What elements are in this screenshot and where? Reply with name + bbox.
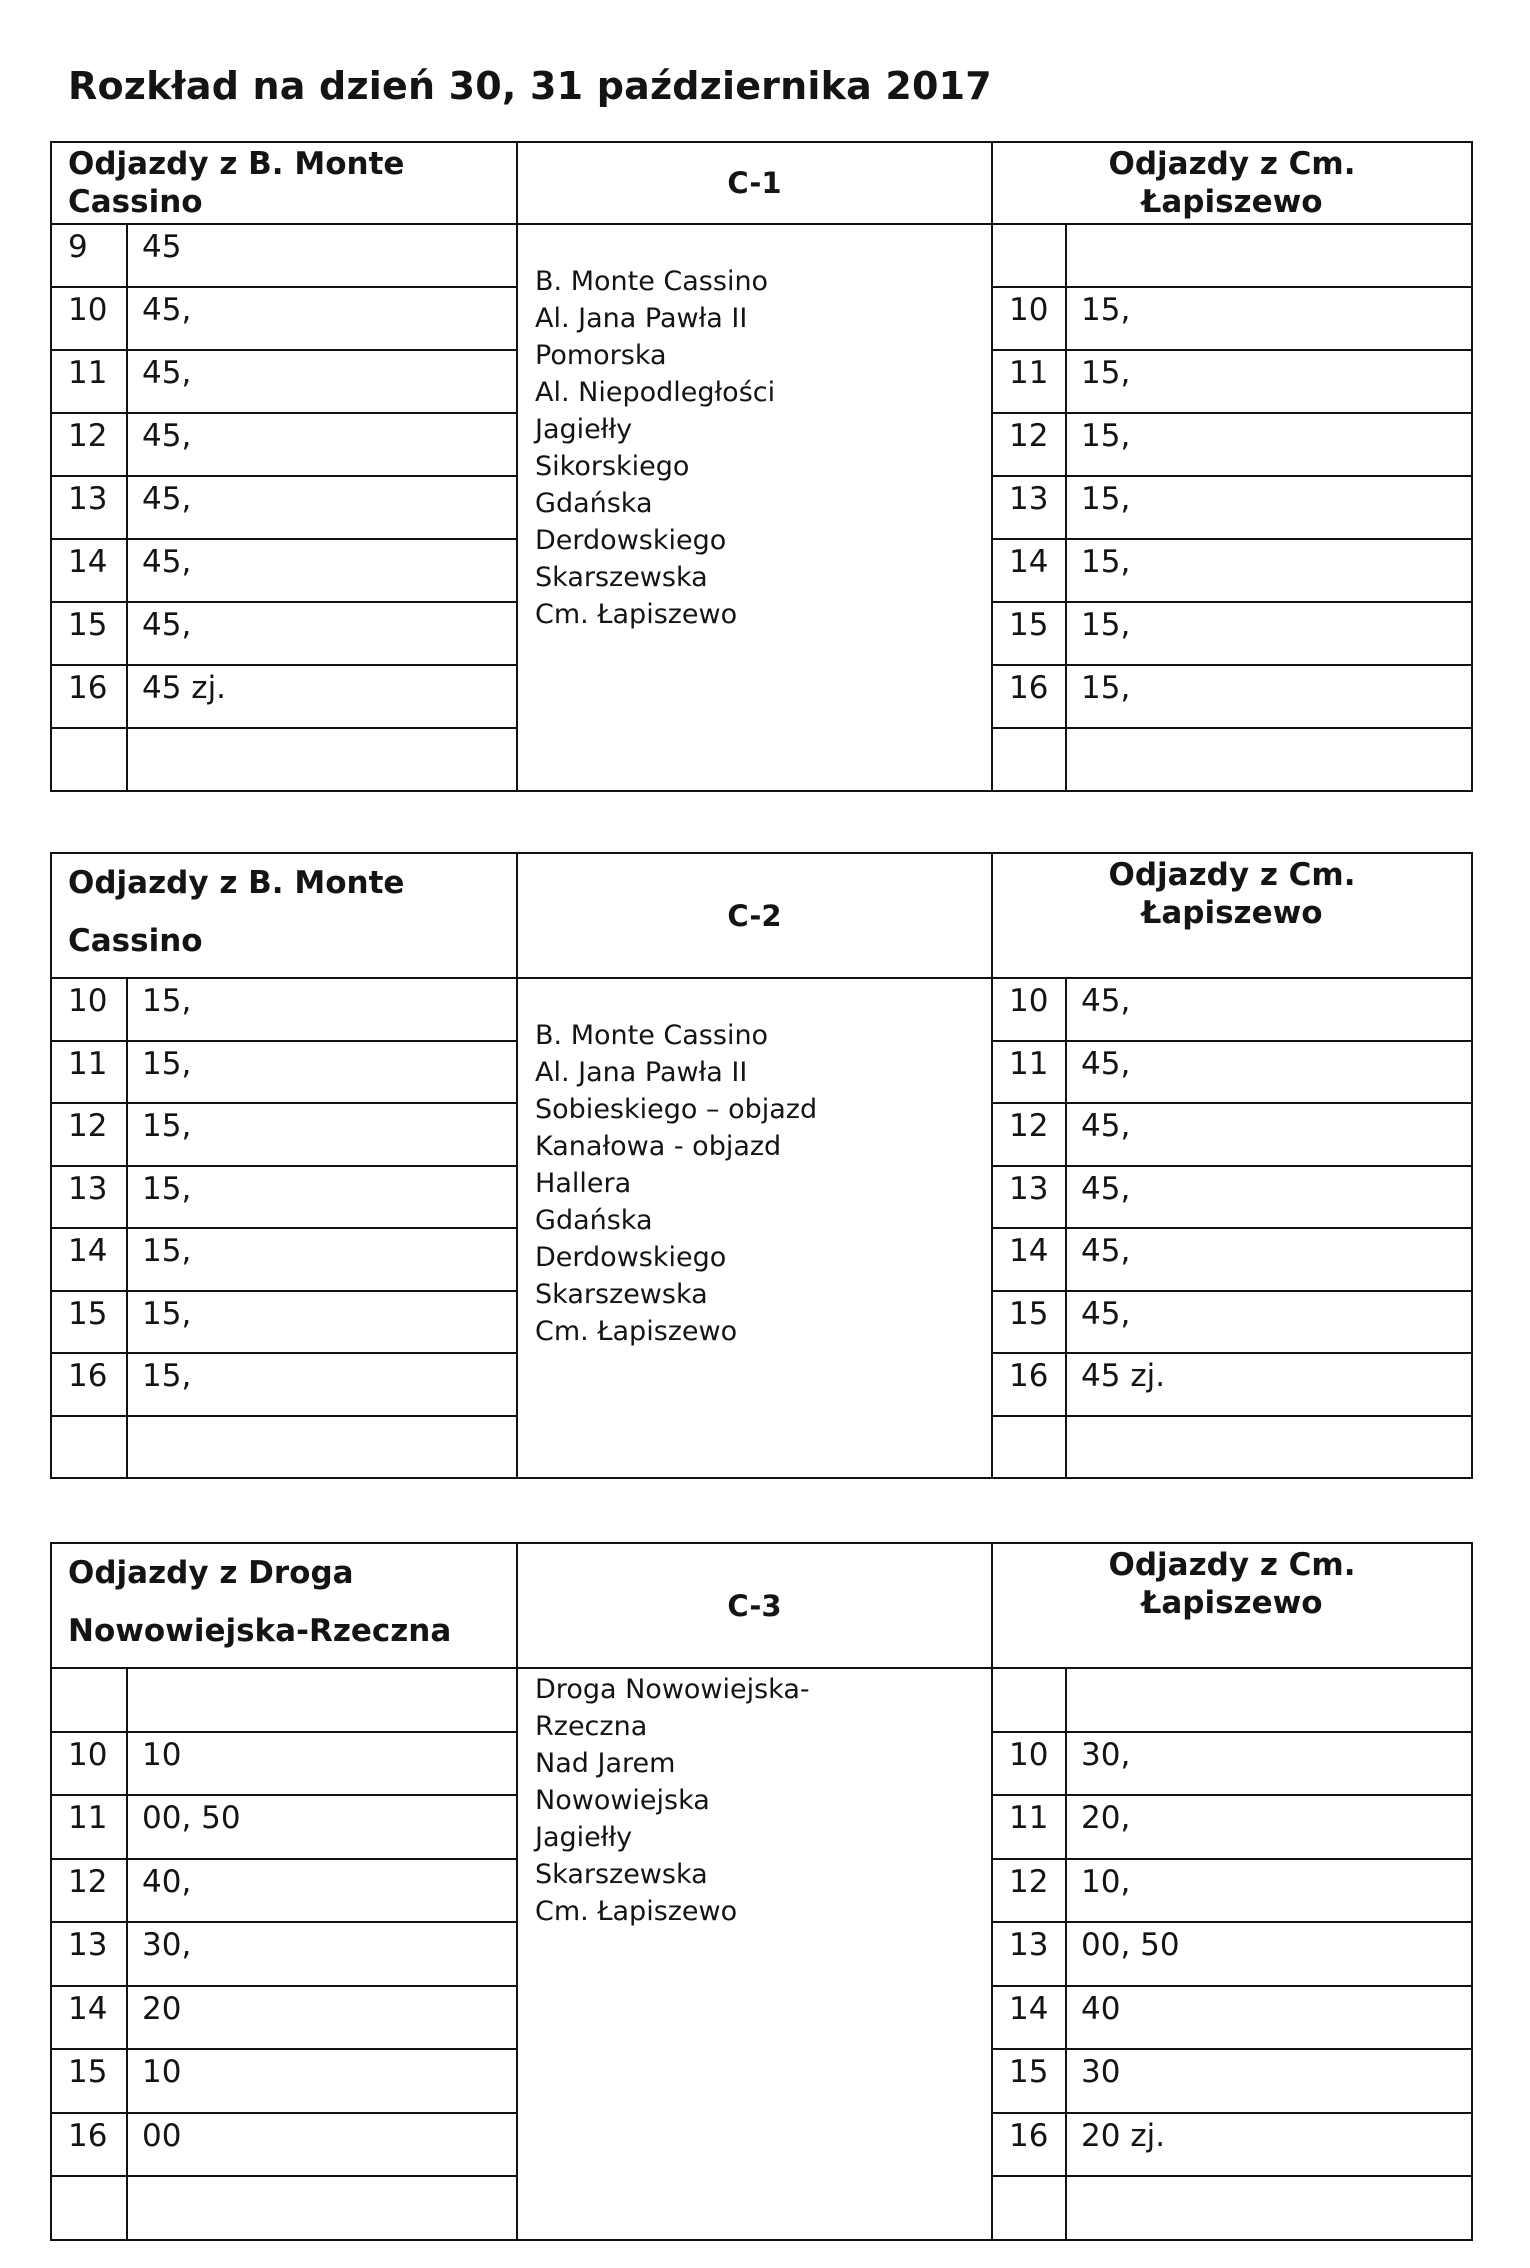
minutes-cell — [1066, 2176, 1472, 2240]
hour-cell: 10 — [992, 287, 1066, 350]
hour-cell — [992, 1668, 1066, 1732]
header-line: Odjazdy z Cm. — [1108, 1547, 1356, 1583]
minutes-cell: 30, — [1066, 1732, 1472, 1796]
minutes-cell: 45, — [1066, 1166, 1472, 1229]
hour-cell: 12 — [51, 1859, 127, 1923]
header-line: Nowowiejska-Rzeczna — [68, 1613, 452, 1649]
header-line: Odjazdy z B. Monte — [68, 146, 405, 182]
minutes-cell: 45 zj. — [127, 665, 517, 728]
minutes-cell: 40 — [1066, 1986, 1472, 2050]
stop: Cm. Łapiszewo — [535, 1316, 738, 1347]
hour-cell: 13 — [992, 1166, 1066, 1229]
minutes-cell — [1066, 1416, 1472, 1479]
header-line: Łapiszewo — [1141, 184, 1323, 220]
stop: Cm. Łapiszewo — [535, 599, 738, 630]
minutes-cell: 00, 50 — [1066, 1922, 1472, 1986]
stop: Skarszewska — [535, 562, 708, 593]
hour-cell: 12 — [51, 1103, 127, 1166]
hour-cell: 13 — [51, 1166, 127, 1229]
hour-cell: 14 — [992, 1228, 1066, 1291]
minutes-cell: 00 — [127, 2113, 517, 2177]
minutes-cell: 15, — [1066, 539, 1472, 602]
hour-cell: 10 — [51, 1732, 127, 1796]
hour-cell: 12 — [51, 413, 127, 476]
stop: Jagiełły — [535, 414, 633, 445]
header-line: Odjazdy z Cm. — [1108, 146, 1356, 182]
minutes-cell: 10 — [127, 1732, 517, 1796]
hour-cell: 15 — [992, 1291, 1066, 1354]
minutes-cell — [127, 1668, 517, 1732]
minutes-cell: 15, — [1066, 665, 1472, 728]
hour-cell: 11 — [51, 350, 127, 413]
hour-cell: 13 — [992, 476, 1066, 539]
hour-cell: 16 — [992, 2113, 1066, 2177]
hour-cell — [992, 1416, 1066, 1479]
line-number-header: C-1 — [517, 142, 992, 224]
minutes-cell: 10 — [127, 2049, 517, 2113]
minutes-cell: 45, — [1066, 1103, 1472, 1166]
hour-cell: 12 — [992, 1103, 1066, 1166]
header-line: Odjazdy z Droga — [68, 1555, 354, 1591]
hour-cell: 13 — [992, 1922, 1066, 1986]
stop: Jagiełły — [535, 1822, 633, 1853]
hour-cell: 13 — [51, 1922, 127, 1986]
minutes-cell — [1066, 1668, 1472, 1732]
timetable-c1 — [50, 141, 1473, 792]
stop: Sikorskiego — [535, 451, 690, 482]
stop: Gdańska — [535, 488, 653, 519]
minutes-cell: 45, — [1066, 1291, 1472, 1354]
minutes-cell: 15, — [1066, 476, 1472, 539]
stop: Droga Nowowiejska- — [535, 1674, 810, 1705]
hour-cell: 14 — [992, 539, 1066, 602]
route-stops — [517, 224, 992, 791]
hour-cell: 10 — [992, 978, 1066, 1041]
hour-cell: 12 — [992, 413, 1066, 476]
stop: B. Monte Cassino — [535, 266, 769, 297]
stop: Hallera — [535, 1168, 632, 1199]
hour-cell: 10 — [992, 1732, 1066, 1796]
stop: Nowowiejska — [535, 1785, 710, 1816]
header-line: Cassino — [68, 923, 203, 959]
hour-cell: 12 — [992, 1859, 1066, 1923]
departures-from-header-right — [992, 1543, 1472, 1668]
stop: Derdowskiego — [535, 1242, 727, 1273]
hour-cell: 11 — [992, 1795, 1066, 1859]
minutes-cell: 15, — [1066, 287, 1472, 350]
minutes-cell: 15, — [127, 1228, 517, 1291]
minutes-cell: 15, — [1066, 350, 1472, 413]
minutes-cell: 15, — [127, 1166, 517, 1229]
hour-cell: 14 — [51, 1986, 127, 2050]
stop: Derdowskiego — [535, 525, 727, 556]
minutes-cell: 20 zj. — [1066, 2113, 1472, 2177]
minutes-cell: 20, — [1066, 1795, 1472, 1859]
hour-cell: 16 — [992, 665, 1066, 728]
stop: Gdańska — [535, 1205, 653, 1236]
minutes-cell: 45 zj. — [1066, 1353, 1472, 1416]
header-line: Cassino — [68, 184, 203, 220]
minutes-cell: 45, — [127, 602, 517, 665]
minutes-cell: 45, — [127, 539, 517, 602]
minutes-cell: 30 — [1066, 2049, 1472, 2113]
minutes-cell — [1066, 224, 1472, 287]
hour-cell — [992, 2176, 1066, 2240]
hour-cell: 15 — [992, 602, 1066, 665]
hour-cell: 11 — [992, 1041, 1066, 1104]
timetable-c2 — [50, 852, 1473, 1479]
minutes-cell: 45, — [1066, 1228, 1472, 1291]
stop: Al. Jana Pawła II — [535, 1057, 748, 1088]
hour-cell: 16 — [51, 1353, 127, 1416]
stop: B. Monte Cassino — [535, 1020, 769, 1051]
hour-cell — [51, 1668, 127, 1732]
minutes-cell: 45, — [1066, 978, 1472, 1041]
route-stops — [517, 1668, 992, 2240]
timetable-c3 — [50, 1542, 1473, 2241]
header-line: Odjazdy z B. Monte — [68, 865, 405, 901]
minutes-cell: 45, — [127, 287, 517, 350]
line-number-header: C-2 — [517, 853, 992, 978]
minutes-cell: 45, — [127, 413, 517, 476]
minutes-cell — [127, 1416, 517, 1479]
stop: Rzeczna — [535, 1711, 648, 1742]
hour-cell: 11 — [992, 350, 1066, 413]
minutes-cell: 45, — [127, 350, 517, 413]
route-stops — [517, 978, 992, 1478]
hour-cell: 15 — [51, 2049, 127, 2113]
header-line: Łapiszewo — [1141, 1585, 1323, 1621]
hour-cell: 10 — [51, 287, 127, 350]
minutes-cell: 20 — [127, 1986, 517, 2050]
stop: Cm. Łapiszewo — [535, 1896, 738, 1927]
hour-cell — [51, 1416, 127, 1479]
hour-cell — [51, 2176, 127, 2240]
minutes-cell: 00, 50 — [127, 1795, 517, 1859]
hour-cell: 15 — [992, 2049, 1066, 2113]
departures-from-header-left — [51, 1543, 517, 1668]
hour-cell — [51, 728, 127, 791]
header-line: Odjazdy z Cm. — [1108, 857, 1356, 893]
minutes-cell — [127, 2176, 517, 2240]
hour-cell: 16 — [51, 665, 127, 728]
stop: Skarszewska — [535, 1859, 708, 1890]
hour-cell: 14 — [51, 1228, 127, 1291]
departures-from-header-left — [51, 142, 517, 224]
page-title: Rozkład na dzień 30, 31 października 2017 — [68, 64, 992, 108]
hour-cell: 16 — [51, 2113, 127, 2177]
minutes-cell: 15, — [127, 978, 517, 1041]
minutes-cell: 15, — [1066, 413, 1472, 476]
minutes-cell: 45, — [127, 476, 517, 539]
hour-cell — [992, 224, 1066, 287]
departures-from-header-right — [992, 853, 1472, 978]
hour-cell: 15 — [51, 1291, 127, 1354]
stop: Pomorska — [535, 340, 667, 371]
minutes-cell: 30, — [127, 1922, 517, 1986]
hour-cell: 10 — [51, 978, 127, 1041]
stop: Al. Niepodległości — [535, 377, 776, 408]
stop: Al. Jana Pawła II — [535, 303, 748, 334]
header-line: Łapiszewo — [1141, 895, 1323, 931]
minutes-cell: 40, — [127, 1859, 517, 1923]
stop: Skarszewska — [535, 1279, 708, 1310]
hour-cell: 13 — [51, 476, 127, 539]
line-number-header: C-3 — [517, 1543, 992, 1668]
minutes-cell — [127, 728, 517, 791]
stop: Sobieskiego – objazd — [535, 1094, 818, 1125]
minutes-cell: 15, — [1066, 602, 1472, 665]
stop: Kanałowa - objazd — [535, 1131, 782, 1162]
hour-cell — [992, 728, 1066, 791]
hour-cell: 14 — [51, 539, 127, 602]
minutes-cell: 15, — [127, 1041, 517, 1104]
hour-cell: 14 — [992, 1986, 1066, 2050]
hour-cell: 9 — [51, 224, 127, 287]
minutes-cell: 45, — [1066, 1041, 1472, 1104]
minutes-cell: 15, — [127, 1353, 517, 1416]
minutes-cell: 45 — [127, 224, 517, 287]
hour-cell: 11 — [51, 1795, 127, 1859]
departures-from-header-left — [51, 853, 517, 978]
minutes-cell: 15, — [127, 1291, 517, 1354]
hour-cell: 15 — [51, 602, 127, 665]
hour-cell: 11 — [51, 1041, 127, 1104]
minutes-cell: 15, — [127, 1103, 517, 1166]
stop: Nad Jarem — [535, 1748, 676, 1779]
departures-from-header-right — [992, 142, 1472, 224]
minutes-cell — [1066, 728, 1472, 791]
minutes-cell: 10, — [1066, 1859, 1472, 1923]
hour-cell: 16 — [992, 1353, 1066, 1416]
